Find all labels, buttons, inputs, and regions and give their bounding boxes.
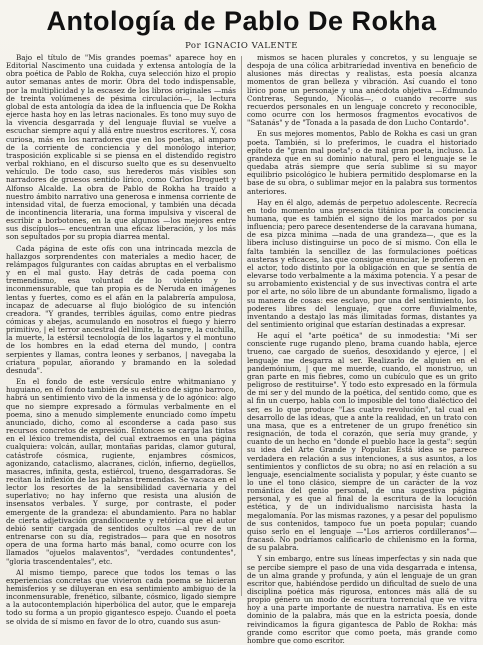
paragraph: Hay en él algo, además de perpetuo adolescente. Recrecía en todo momento una presencia titánica por la conciencia humana, que es también el signo de los marcados por su influencia; pero parece desentenderse de la caravana humana, de esa pizca mínima —nada de una grandeza—, que es la libera incluso distinguirse un poco de sí mismo. Con ella le falta también la sencillez de las formulaciones poéticas austeras y eficaces, las que consigue enunciar, le profieren en el actor, todo distinto por la obligación en que se sentía de elevarse todo verbalmente a la máxima potencia. Y a pesar de su arrobamiento existencial y de sus invectivas contra el arte por el arte, no sólo libre de un abundante formalismo, ligado a su manera de cosas: ese esclavo, por una del sentimiento, los poderes libres del lenguaje, que corre fluvialmente, inventando a destajo las más ilimitadas formas, distantes ya del sentimiento original que estarían destinadas a expresar.	[247, 197, 477, 329]
left-column	[6, 53, 236, 626]
paragraph: En el fondo de este versículo entre whitmaniano y huguiano, en él fondo también de su estético de signo barroco, habrá un sentimiento vivo de la inmensa y de lo agónico: algo que no siempre expresado a fórmulas verbalmente en el poema, sino a menudo simplemente enunciado como ímpetu anunciado, dicho, como al esconderse a cada paso sus recursos concretos de expresión. Entonces se carga las tintas en el léxico tremendista, del cual extraemos en una página cualquiera: volcán, aullar, montañas paridas, clamor gutural, catástrofe cósmica, rugiente, enjambres cósmicos, agonizando, cataclismo, alacranes, ciclón, infierno, degüellos, masacres, infinita, gesta, estiércol, trueno, desgarradoras. Se recitan la inflexión de las palabras tremendas. Se vacaca en el lector los resortes de la sensibilidad cavernaria y del superlativo; no hay inferno que resista una alusión de insensatos verbales. Y surge, por contraste, el poder emergente de la grandeza: el abundamiento. Para no hablar de cierta adjetivación grandilocuente y retórica que el autor debió sentir cargada de sentidos ocultos —al rev de un entrenarse con su día, registrados— para que en nosotros opera de una forma harto más banal, como ocurre con los llamados "ojuelos malaventos", "verdades contundentes", "gloria trascendentales", etc.	[6, 377, 236, 566]
paragraph: Bajo el título de "Mis grandes poemas" aparece hoy en Editorial Nascimento una cuidada y extensa antología de la obra poética de Pablo de Rokha, cuya selección hizo el propio autor semanas antes de morir. Obra del todo indispensable, por la multiplicidad y la escasez de los libros originales —más de treinta volúmenes de pésima circulación—, la lectura global de esta antología da idea de la influencia que De Rokha ejerce hasta hoy en las letras nacionales. Es tono muy suyo de la vivencia desgarrada y del lenguaje fluvial se vuelve a escuchar siempre aquí y allá entre nuestros escritores. Y, cosa curiosa, más en los narradores que en los poetas, al amparo de la corriente de conciencia y del monólogo interior, trasposición explicable si se piensa en el distendido registro verbal rokhiano, en el discurso suelto que es su desenvuelto vehículo. De todo caso, sus herederos más visibles son narradores de gruesos sentido lírico, como Carlos Droguett y Alfonso Alcalde. La obra de Pablo de Rokha ha traído a nuestro ámbito narrativo una generosa e inmensa corriente de intensidad vital, de fuerza emocional, y también una década de incontinencia literaria, una forma impulsiva y visceral de escribir a borbotones, en la que algunos —los mejores entre sus discípulos— encuentran una eficaz liberación, y los más son sepultados por su propia diarrea mental.	[6, 53, 236, 242]
paragraph: En sus mejores momentos, Pablo de Rokha es casi un gran poeta. También, si lo preferimos, le cuadra el historiado epíteto de "gran mal poeta"; o de mal gran poeta, incluso. La grandeza que en su dominio natural, pero el lenguaje se le quedaba atrás siempre que sería sublime si su mayor equilibrio psicológico le hubiera permitido desplomarse en la base de su obra, o sublimar mejor en la palabra sus tormentos anteriores.	[247, 129, 477, 196]
paragraph: Y sin embargo, entre sus líneas imperfectas y sin nada que se percibe siempre el paso de una vida desgarrada e intensa, de un alma grande y profunda, y aún el lenguaje de un gran escritor que, habiéndose perdido un dificultad de suelo de una disciplina poética más rigurosa, entonces más allá de su propio género un modo de escritura torrencial que ve vitra hoy a una parte importante de nuestra narrativa. Es en este dominio de la palabra, más que en la estricta poesía, donde reivindicamos la figura gigantesca de Pablo de Rokha: más grande como escritor que como poeta, más grande como hombre que como escritor.	[247, 554, 477, 645]
paragraph: Al mismo tiempo, parece que todos los temas o las experiencias concretas que vivieron cada poema se hicieran hemisferios y se diluyeran en esa sentimiento ambiguo de la inconmensurable, frenético, silbante, cósmico, ligado siempre a la autocontemplación hiperbólica del autor, que le empareja todo su forma a un propio gigantesco espejo. Cuando el poeta se olvida de sí mismo en favor de lo otro, cuando sus asun-	[6, 567, 236, 626]
paragraph: Cada página de este ofís con una intrincada mezcla de hallazgos sorprendentes con materiales a medio hacer, de relámpagos fulgurantes con caídas abruptas en el verbalismo y en el mal gusto. Hay detrás de cada poema con tremendismo, esa voluntad de lo violento y lo inconmensurable, que tan propia es de Neruda en imágenes lentas y fuertes, como es el afán en la palabrería ampulosa, incapaz de adecuarse al flujo biológico de su intención creadora. "Y grandes, terribles águilas, como entre piedras cómicas y abejas, acumulando en nosotros el fuego y hierro primitivo, | el terror ancestral del límite, la sangre, la cuchilla, la muerte, la estérsil tecnología de los lagartos y el montuno de los hombres en la edad eterna del mundo, | contra serpientes y llamas, contra leones y serbanos, | navegaba la criatura popular, añorando y bramando en la soledad desnuda".	[6, 243, 236, 375]
paragraph: He aquí el "arte poética" de su inmodestia: "Mi ser consciente ruge rugando pleno, brama cuando habla, ejerce trueno, cae cargado de sueños, desoxidando y ejerce, | el lenguaje me desgarra al ser. Realizarlo de alguien en el pandemónium, | que me muerde, cuando, el monstruo, un gran parte en mis fiebres, como un cubículo que es un grito peligroso de restituirse". Y todo esto expresado en la fórmula de mi ser y del mundo de la poética, del sentido como, que es al fin un cuerpo, habla con lo imposible del tono dialéctico del ser, es lo que produce "Las cuatro revolución", tal cual en desarrollo de las ideas, que a ante la realidad, en un trato con una masa, que es a entretener de un grupo frenético sin resignación, de toda el corazón, que sería muy grande, y cuanto de un hecho en "donde el pueblo hace la gesta": según su idea del Arte Grande y Popular. Está idea se parece verdadera en relación a sus intenciones, a sus asuntos, a los sentimientos y conflictos de su obra; no así en relación a su lenguaje, esencialmente socialista y popular, y éste cuanto se lo une el tono clásico, siempre de un carácter de la voz romántica del genio personal, de una sugestiva página personal, y es que al final de la escritura de la locución estética, y de un individualismo narcisista hasta la megalomanía. Por las mismas razones, y a pesar del populismo de sus contenidos, tampoco fue un poeta popular; cuando quiso serlo en el lenguaje —"Los arrieros cordilleranos"— fracasó. No podríamos calificarlo de chilenismo en la forma, de su palabra.	[247, 331, 477, 553]
article-title: Antología de Pablo De Rokha	[46, 6, 437, 36]
right-column	[247, 53, 477, 645]
article-byline: Por IGNACIO VALENTE	[185, 41, 298, 51]
column-divider	[241, 56, 242, 596]
paragraph: mismos se hacen plurales y concretos, y su lenguaje se despoja de una cólica arbitrariedad inventiva en beneficio de alusiones más directas y realistas, esta poesía alcanza momentos de gran belleza y vibración. Así cuando el tono lírico pone un personaje y una anécdota objetiva —Edmundo Contreras, Segundo, Nicolás—, o cuando recorre sus recuerdos personales en un lenguaje concreto y reconocible, como ocurre con los hermosos fragmentos evocativos de "Satanás" y de "Tonada a la pasada de don Lucho Contardo".	[247, 53, 477, 128]
